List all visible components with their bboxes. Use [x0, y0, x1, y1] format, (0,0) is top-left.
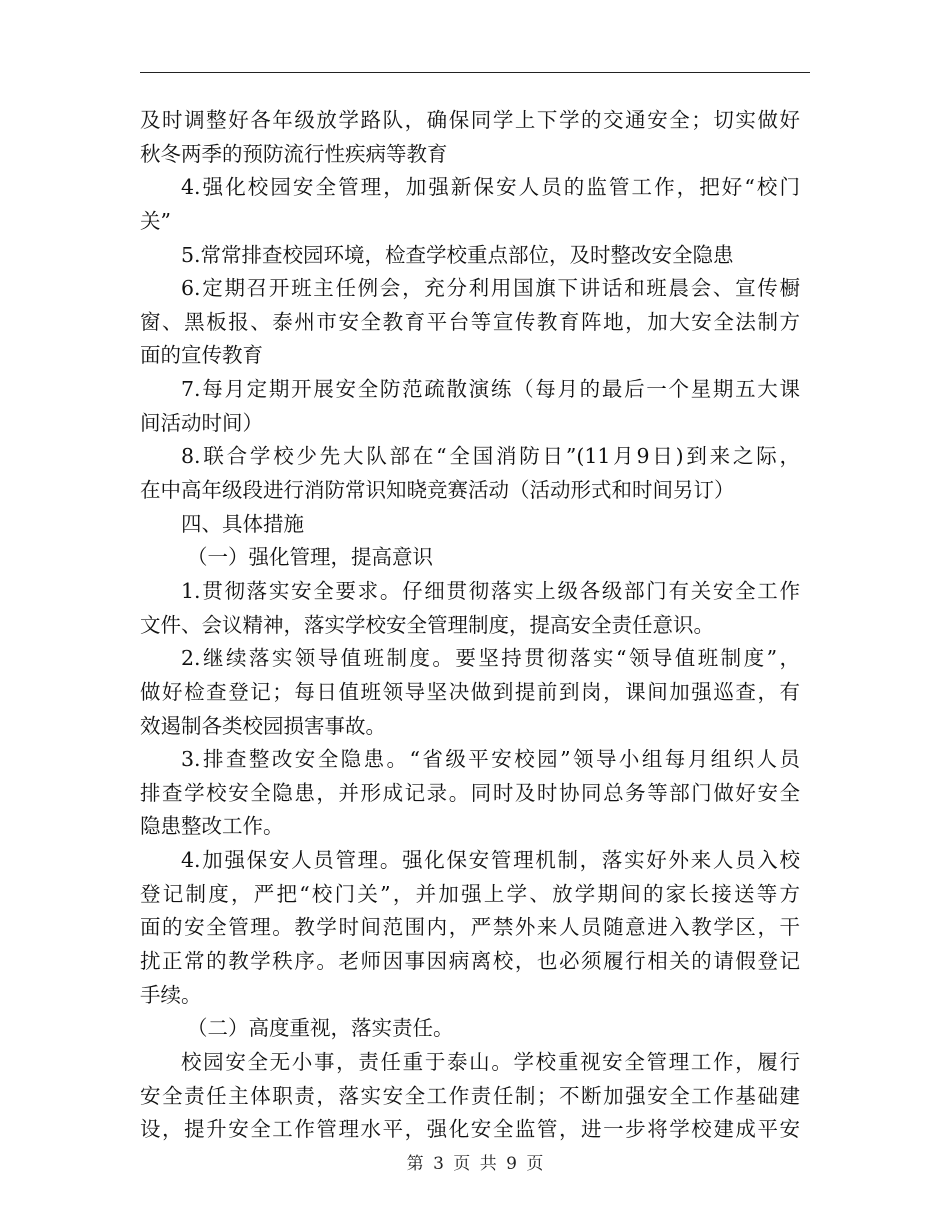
text-line: 1.贯彻落实安全要求。仔细贯彻落实上级各级部门有关安全工作: [181, 578, 800, 603]
text-line: 文件、会议精神，落实学校安全管理制度，提高安全责任意识。: [140, 612, 714, 637]
text-line: 排查学校安全隐患，并形成记录。同时及时协同总务等部门做好安全: [140, 780, 800, 805]
text-line: 4.加强保安人员管理。强化保安管理机制，落实好外来人员入校: [181, 848, 800, 873]
text-line: 安全责任主体职责，落实安全工作责任制；不断加强安全工作基础建: [140, 1083, 800, 1108]
text-line: 2.继续落实领导值班制度。要坚持贯彻落实“领导值班制度”，: [181, 646, 800, 671]
page-footer: 第 3 页 共 9 页: [406, 1154, 544, 1174]
text-line: 扰正常的教学秩序。老师因事因病离校，也必须履行相关的请假登记: [140, 949, 800, 974]
text-line: 窗、黑板报、泰州市安全教育平台等宣传教育阵地，加大安全法制方: [140, 309, 800, 334]
text-line: 在中高年级段进行消防常识知晓竞赛活动（活动形式和时间另订）: [140, 478, 735, 503]
text-line: 4.强化校园安全管理，加强新保安人员的监管工作，把好“校门: [181, 175, 800, 200]
text-line: 四、具体措施: [181, 511, 304, 536]
text-line: 6.定期召开班主任例会，充分利用国旗下讲话和班晨会、宣传橱: [181, 276, 800, 301]
text-line: 做好检查登记；每日值班领导坚决做到提前到岗，课间加强巡查，有: [140, 679, 800, 704]
text-line: 7.每月定期开展安全防范疏散演练（每月的最后一个星期五大课: [181, 377, 800, 402]
body-text: [140, 104, 800, 1147]
header-rule: [140, 72, 810, 73]
text-line: 5.常常排查校园环境，检查学校重点部位，及时整改安全隐患: [181, 242, 734, 267]
text-line: 间活动时间）: [140, 410, 263, 435]
text-line: 3.排查整改安全隐患。“省级平安校园”领导小组每月组织人员: [181, 747, 800, 772]
text-line: （一）强化管理，提高意识: [187, 545, 433, 570]
text-line: 秋冬两季的预防流行性疾病等教育: [140, 141, 448, 166]
text-line: （二）高度重视，落实责任。: [187, 1016, 454, 1041]
text-line: 手续。: [140, 982, 202, 1007]
text-line: 校园安全无小事，责任重于泰山。学校重视安全管理工作，履行: [181, 1049, 800, 1074]
text-line: 面的宣传教育: [140, 343, 263, 368]
text-line: 关”: [140, 208, 171, 233]
text-line: 登记制度，严把“校门关”，并加强上学、放学期间的家长接送等方: [140, 881, 800, 906]
text-line: 效遏制各类校园损害事故。: [140, 713, 386, 738]
text-line: 及时调整好各年级放学路队，确保同学上下学的交通安全；切实做好: [140, 108, 800, 132]
text-line: 面的安全管理。教学时间范围内，严禁外来人员随意进入教学区，干: [140, 915, 800, 940]
text-line: 8.联合学校少先大队部在“全国消防日”(11月9日)到来之际，: [181, 444, 800, 469]
text-line: 设，提升安全工作管理水平，强化安全监管，进一步将学校建成平安: [140, 1117, 800, 1142]
text-line: 隐患整改工作。: [140, 814, 284, 839]
